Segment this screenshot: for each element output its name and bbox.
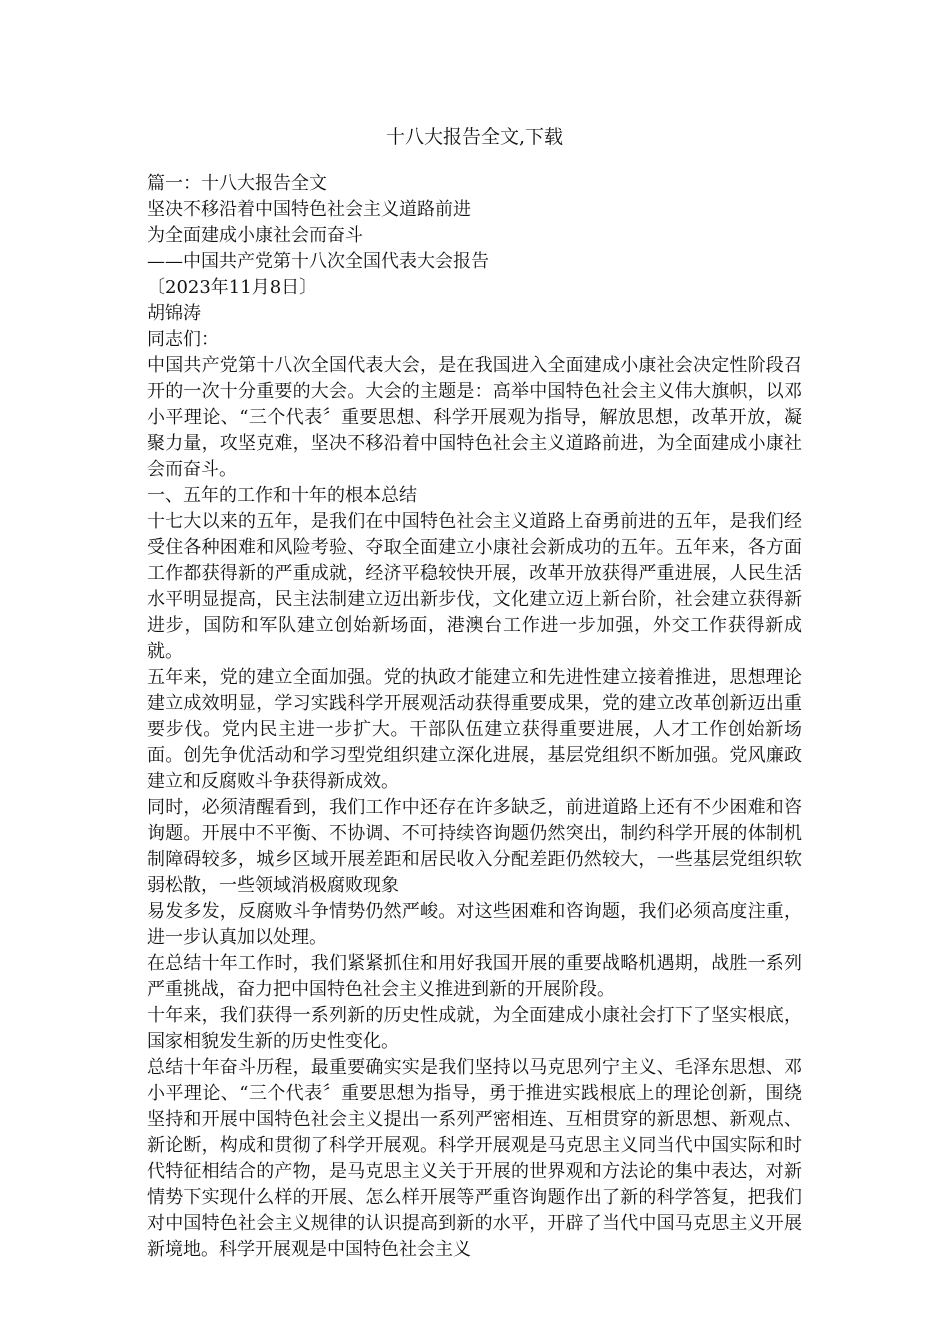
section-heading: 一、五年的工作和十年的根本总结 — [147, 485, 417, 506]
document-title: 十八大报告全文,下载 — [385, 126, 564, 148]
header-line-subtitle: ——中国共产党第十八次全国代表大会报告 — [147, 251, 489, 272]
header-line-source: 篇一：十八大报告全文 — [147, 173, 327, 194]
body-paragraph: 中国共产党第十八次全国代表大会，是在我国进入全面建成小康社会决定性阶段召开的一次十分重要的大会。大会的主题是：高举中国特色社会主义伟大旗帜，以邓小平理论、“三个代表〞重要思想、科学开展观为指导，解放思想，改革开放，凝聚力量，攻坚克难，坚决不移沿着中国特色社会主义道路前进，为全面建成小康社会而奋斗。 — [147, 355, 802, 480]
body-paragraph: 易发多发，反腐败斗争情势仍然严峻。对这些困难和咨询题，我们必须高度注重，进一步认真加以处理。 — [147, 901, 802, 948]
body-paragraph: 在总结十年工作时，我们紧紧抓住和用好我国开展的重要战略机遇期，战胜一系列严重挑战，奋力把中国特色社会主义推进到新的开展阶段。 — [147, 953, 802, 1000]
header-line-date: 〔2023年11月8日〕 — [147, 277, 318, 298]
body-paragraph: 同时，必须清醒看到，我们工作中还存在许多缺乏，前进道路上还有不少困难和咨询题。开展中不平衡、不协调、不可持续咨询题仍然突出，制约科学开展的体制机制障碍较多，城乡区域开展差距和居民收入分配差距仍然较大，一些基层党组织软弱松散，一些领域消极腐败现象 — [147, 797, 802, 896]
header-line-salutation: 同志们： — [147, 329, 219, 350]
document-header — [147, 171, 802, 353]
header-line-author: 胡锦涛 — [147, 303, 201, 324]
header-line-headline-2: 为全面建成小康社会而奋斗 — [147, 225, 363, 246]
body-paragraph: 五年来，党的建立全面加强。党的执政才能建立和先进性建立接着推进，思想理论建立成效明显，学习实践科学开展观活动获得重要成果，党的建立改革创新迈出重要步伐。党内民主进一步扩大。干部队伍建立获得重要进展，人才工作创始新场面。创先争优活动和学习型党组织建立深化进展，基层党组织不断加强。党风廉政建立和反腐败斗争获得新成效。 — [147, 667, 802, 792]
body-paragraph: 总结十年奋斗历程，最重要确实实是我们坚持以马克思列宁主义、毛泽东思想、邓小平理论、“三个代表〞重要思想为指导，勇于推进实践根底上的理论创新，围绕坚持和开展中国特色社会主义提出一系列严密相连、互相贯穿的新思想、新观点、新论断，构成和贯彻了科学开展观。科学开展观是马克思主义同当代中国实际和时代特征相结合的产物，是马克思主义关于开展的世界观和方法论的集中表达，对新情势下实现什么样的开展、怎么样开展等严重咨询题作出了新的科学答复，把我们对中国特色社会主义规律的认识提高到新的水平，开辟了当代中国马克思主义开展新境地。科学开展观是中国特色社会主义 — [147, 1057, 802, 1260]
header-line-headline-1: 坚决不移沿着中国特色社会主义道路前进 — [147, 199, 471, 220]
body-paragraph: 十年来，我们获得一系列新的历史性成就，为全面建成小康社会打下了坚实根底，国家相貌发生新的历史性变化。 — [147, 1005, 802, 1052]
document-page — [147, 118, 802, 1263]
document-body — [147, 353, 802, 1263]
body-paragraph: 十七大以来的五年，是我们在中国特色社会主义道路上奋勇前进的五年，是我们经受住各种困难和风险考验、夺取全面建立小康社会新成功的五年。五年来，各方面工作都获得新的严重成就，经济平稳较快开展，改革开放获得严重进展，人民生活水平明显提高，民主法制建立迈出新步伐，文化建立迈上新台阶，社会建立获得新进步，国防和军队建立创始新场面，港澳台工作进一步加强，外交工作获得新成就。 — [147, 511, 802, 662]
